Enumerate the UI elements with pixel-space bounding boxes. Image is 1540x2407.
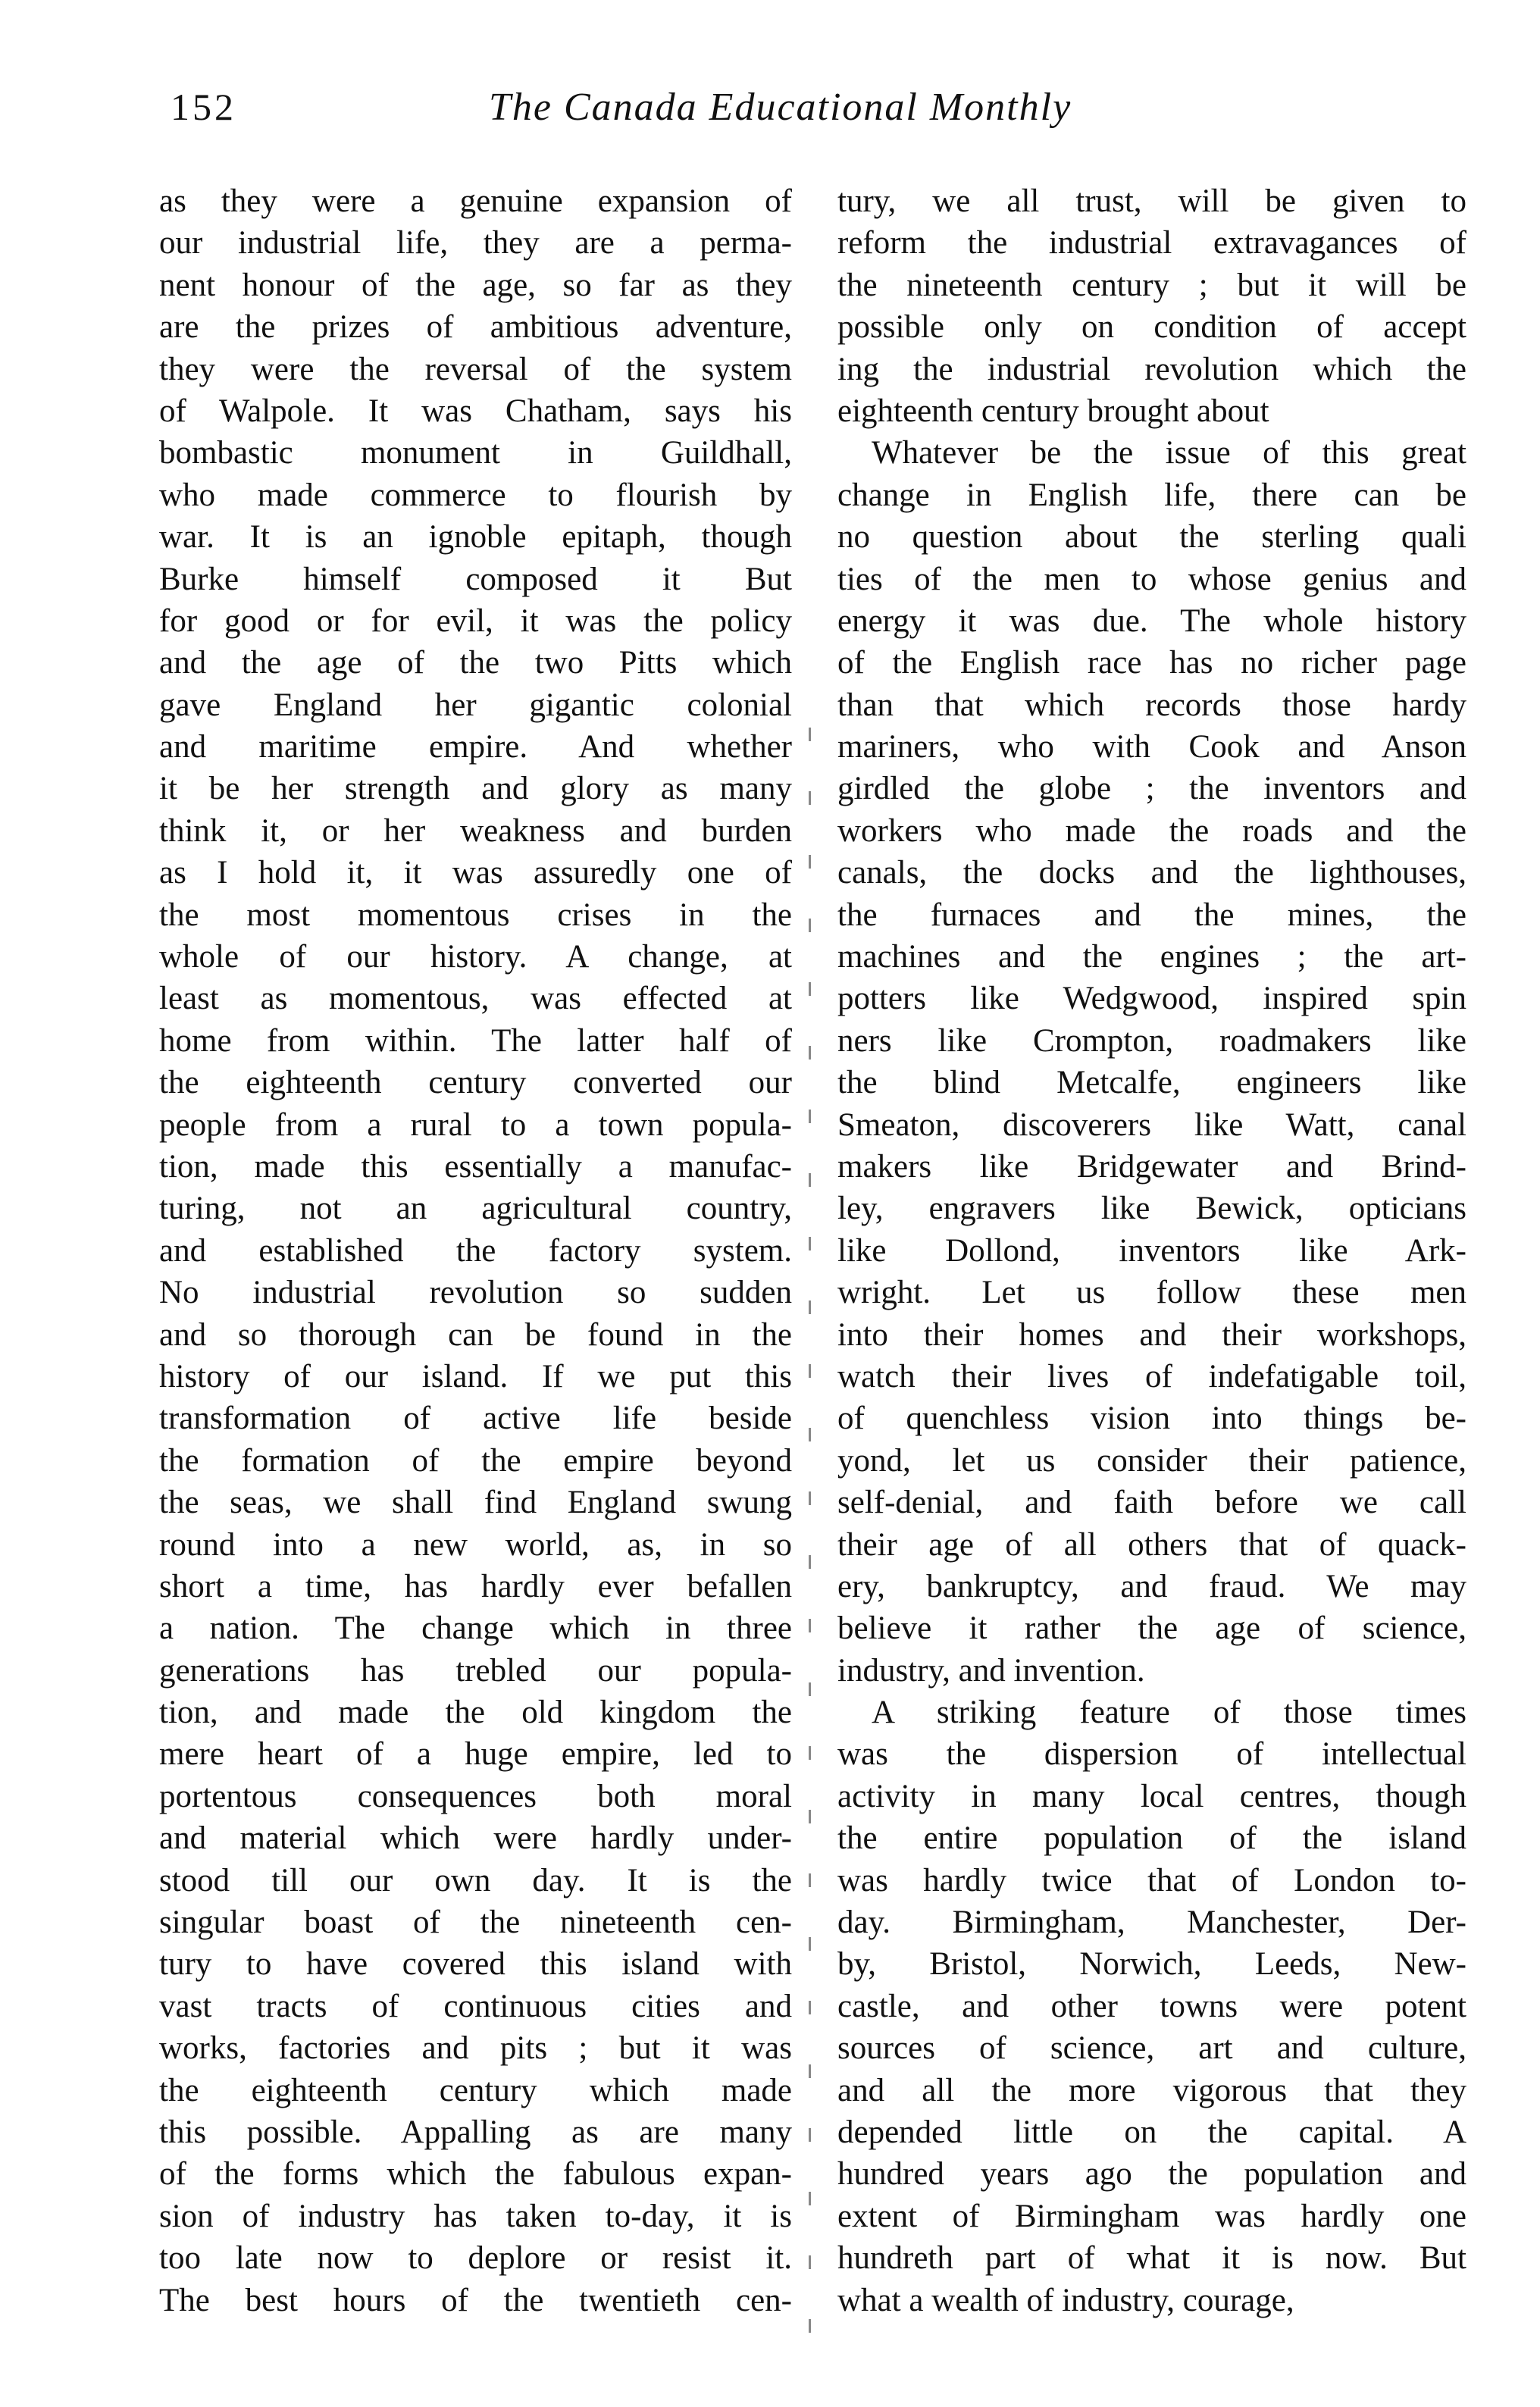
text-line: transformation of active life beside bbox=[159, 1401, 792, 1437]
gutter-mark bbox=[809, 1555, 811, 1569]
text-line: and all the more vigorous that they bbox=[837, 2072, 1466, 2108]
text-line: history of our island. If we put this bbox=[159, 1358, 792, 1394]
text-line: potters like Wedgwood, inspired spin bbox=[837, 981, 1466, 1017]
gutter-mark bbox=[809, 982, 811, 996]
text-line: the nineteenth century ; but it will be bbox=[837, 267, 1466, 303]
text-line: No industrial revolution so sudden bbox=[159, 1275, 792, 1311]
gutter-mark bbox=[809, 1110, 811, 1123]
text-line: portentous consequences both moral bbox=[159, 1778, 792, 1814]
text-line: mariners, who with Cook and Anson bbox=[837, 729, 1466, 765]
text-line: the formation of the empire beyond bbox=[159, 1442, 792, 1479]
text-line: watch their lives of indefatigable toil, bbox=[837, 1358, 1466, 1394]
text-line: hundreth part of what it is now. But bbox=[837, 2240, 1466, 2277]
text-line: hundred years ago the population and bbox=[837, 2156, 1466, 2193]
text-line: for good or for evil, it was the policy bbox=[159, 603, 792, 639]
gutter-mark bbox=[809, 1491, 811, 1505]
text-line: gave England her gigantic colonial bbox=[159, 687, 792, 723]
gutter-mark bbox=[809, 791, 811, 805]
text-line: our industrial life, they are a perma- bbox=[159, 225, 792, 261]
text-line: activity in many local centres, though bbox=[837, 1778, 1466, 1814]
text-line: turing, not an agricultural country, bbox=[159, 1191, 792, 1227]
text-line: ing the industrial revolution which the bbox=[837, 351, 1466, 387]
text-line: industry, and invention. bbox=[837, 1652, 1145, 1689]
gutter-mark bbox=[809, 1364, 811, 1378]
text-line: round into a new world, as, in so bbox=[159, 1526, 792, 1563]
text-line: least as momentous, was effected at bbox=[159, 981, 792, 1017]
text-line: of the English race has no richer page bbox=[837, 645, 1466, 681]
text-line: people from a rural to a town popula- bbox=[159, 1106, 792, 1143]
gutter-mark bbox=[809, 728, 811, 741]
text-line: than that which records those hardy bbox=[837, 687, 1466, 723]
gutter-mark bbox=[809, 1746, 811, 1760]
text-line: was the dispersion of intellectual bbox=[837, 1736, 1466, 1773]
text-line: they were the reversal of the system bbox=[159, 351, 792, 387]
text-line: works, factories and pits ; but it was bbox=[159, 2030, 792, 2067]
gutter-mark bbox=[809, 1173, 811, 1187]
gutter-mark bbox=[809, 1682, 811, 1696]
text-line: A striking feature of those times bbox=[872, 1695, 1466, 1731]
text-line: and maritime empire. And whether bbox=[159, 729, 792, 765]
text-line: The best hours of the twentieth cen- bbox=[159, 2282, 792, 2318]
text-line: change in English life, there can be bbox=[837, 477, 1466, 513]
text-line: Burke himself composed it But bbox=[159, 561, 792, 597]
text-line: a nation. The change which in three bbox=[159, 1610, 792, 1647]
text-line: too late now to deplore or resist it. bbox=[159, 2240, 792, 2277]
text-line: believe it rather the age of science, bbox=[837, 1610, 1466, 1647]
text-line: like Dollond, inventors like Ark- bbox=[837, 1232, 1466, 1269]
text-line: Whatever be the issue of this great bbox=[872, 435, 1466, 471]
text-line: vast tracts of continuous cities and bbox=[159, 1988, 792, 2024]
text-line: are the prizes of ambitious adventure, bbox=[159, 309, 792, 346]
text-line: as they were a genuine expansion of bbox=[159, 183, 792, 219]
gutter-mark bbox=[809, 919, 811, 932]
text-line: the seas, we shall find England swung bbox=[159, 1485, 792, 1521]
text-line: the entire population of the island bbox=[837, 1820, 1466, 1857]
paragraph bbox=[837, 1692, 1466, 2321]
gutter-mark bbox=[809, 1237, 811, 1250]
text-line: think it, or her weakness and burden bbox=[159, 812, 792, 849]
gutter-mark bbox=[809, 2064, 811, 2078]
paragraph bbox=[837, 180, 1466, 432]
gutter-mark bbox=[809, 1873, 811, 1887]
text-line: extent of Birmingham was hardly one bbox=[837, 2198, 1466, 2234]
text-line: this possible. Appalling as are many bbox=[159, 2114, 792, 2150]
text-line: of Walpole. It was Chatham, says his bbox=[159, 393, 792, 429]
text-line: ners like Crompton, roadmakers like bbox=[837, 1022, 1466, 1059]
text-line: depended little on the capital. A bbox=[837, 2114, 1466, 2150]
column-gutter-marks bbox=[809, 728, 813, 2395]
text-line: of quenchless vision into things be- bbox=[837, 1401, 1466, 1437]
text-line: sion of industry has taken to-day, it is bbox=[159, 2198, 792, 2234]
text-line: bombastic monument in Guildhall, bbox=[159, 435, 792, 471]
text-line: eighteenth century brought about bbox=[837, 393, 1269, 429]
right-text-column bbox=[837, 180, 1466, 2321]
text-line: canals, the docks and the lighthouses, bbox=[837, 855, 1466, 891]
gutter-mark bbox=[809, 1619, 811, 1632]
gutter-mark bbox=[809, 1046, 811, 1060]
left-text-column bbox=[159, 180, 792, 2321]
text-line: tury to have covered this island with bbox=[159, 1946, 792, 1983]
text-line: what a wealth of industry, courage, bbox=[837, 2282, 1294, 2318]
text-line: makers like Bridgewater and Brind- bbox=[837, 1148, 1466, 1185]
text-line: and established the factory system. bbox=[159, 1232, 792, 1269]
text-line: wright. Let us follow these men bbox=[837, 1275, 1466, 1311]
text-line: and material which were hardly under- bbox=[159, 1820, 792, 1857]
text-line: girdled the globe ; the inventors and bbox=[837, 771, 1466, 807]
text-line: generations has trebled our popula- bbox=[159, 1652, 792, 1689]
text-line: energy it was due. The whole history bbox=[837, 603, 1466, 639]
running-head bbox=[171, 85, 1391, 138]
text-line: the eighteenth century which made bbox=[159, 2072, 792, 2108]
gutter-mark bbox=[809, 1937, 811, 1951]
text-line: the furnaces and the mines, the bbox=[837, 897, 1466, 933]
text-line: workers who made the roads and the bbox=[837, 812, 1466, 849]
text-line: was hardly twice that of London to- bbox=[837, 1862, 1466, 1898]
text-line: self-denial, and faith before we call bbox=[837, 1485, 1466, 1521]
text-line: stood till our own day. It is the bbox=[159, 1862, 792, 1898]
page-number: 152 bbox=[171, 86, 236, 128]
text-line: Smeaton, discoverers like Watt, canal bbox=[837, 1106, 1466, 1143]
text-line: by, Bristol, Norwich, Leeds, New- bbox=[837, 1946, 1466, 1983]
text-line: ley, engravers like Bewick, opticians bbox=[837, 1191, 1466, 1227]
text-line: day. Birmingham, Manchester, Der- bbox=[837, 1905, 1466, 1941]
paragraph bbox=[159, 180, 792, 2321]
text-line: the blind Metcalfe, engineers like bbox=[837, 1065, 1466, 1101]
text-line: the eighteenth century converted our bbox=[159, 1065, 792, 1101]
text-line: into their homes and their workshops, bbox=[837, 1316, 1466, 1353]
text-line: whole of our history. A change, at bbox=[159, 939, 792, 975]
text-line: ery, bankruptcy, and fraud. We may bbox=[837, 1568, 1466, 1604]
text-line: and so thorough can be found in the bbox=[159, 1316, 792, 1353]
text-line: castle, and other towns were potent bbox=[837, 1988, 1466, 2024]
gutter-mark bbox=[809, 2319, 811, 2333]
text-line: tion, and made the old kingdom the bbox=[159, 1695, 792, 1731]
gutter-mark bbox=[809, 2128, 811, 2142]
text-line: tury, we all trust, will be given to bbox=[837, 183, 1466, 219]
text-line: tion, made this essentially a manufac- bbox=[159, 1148, 792, 1185]
gutter-mark bbox=[809, 2255, 811, 2269]
text-line: of the forms which the fabulous expan- bbox=[159, 2156, 792, 2193]
text-line: machines and the engines ; the art- bbox=[837, 939, 1466, 975]
text-line: sources of science, art and culture, bbox=[837, 2030, 1466, 2067]
text-line: mere heart of a huge empire, led to bbox=[159, 1736, 792, 1773]
text-line: nent honour of the age, so far as they bbox=[159, 267, 792, 303]
text-line: as I hold it, it was assuredly one of bbox=[159, 855, 792, 891]
text-line: their age of all others that of quack- bbox=[837, 1526, 1466, 1563]
gutter-mark bbox=[809, 2192, 811, 2205]
paragraph bbox=[837, 432, 1466, 1692]
gutter-mark bbox=[809, 1428, 811, 1441]
text-line: and the age of the two Pitts which bbox=[159, 645, 792, 681]
text-line: who made commerce to flourish by bbox=[159, 477, 792, 513]
text-line: war. It is an ignoble epitaph, though bbox=[159, 519, 792, 556]
text-line: yond, let us consider their patience, bbox=[837, 1442, 1466, 1479]
text-line: it be her strength and glory as many bbox=[159, 771, 792, 807]
running-title: The Canada Educational Monthly bbox=[489, 86, 1072, 129]
text-line: ties of the men to whose genius and bbox=[837, 561, 1466, 597]
gutter-mark bbox=[809, 1810, 811, 1823]
text-line: the most momentous crises in the bbox=[159, 897, 792, 933]
text-line: no question about the sterling quali bbox=[837, 519, 1466, 556]
gutter-mark bbox=[809, 855, 811, 869]
text-line: possible only on condition of accept bbox=[837, 309, 1466, 346]
text-line: home from within. The latter half of bbox=[159, 1022, 792, 1059]
text-line: reform the industrial extravagances of bbox=[837, 225, 1466, 261]
gutter-mark bbox=[809, 1301, 811, 1314]
text-line: short a time, has hardly ever befallen bbox=[159, 1568, 792, 1604]
text-line: singular boast of the nineteenth cen- bbox=[159, 1905, 792, 1941]
gutter-mark bbox=[809, 2001, 811, 2014]
